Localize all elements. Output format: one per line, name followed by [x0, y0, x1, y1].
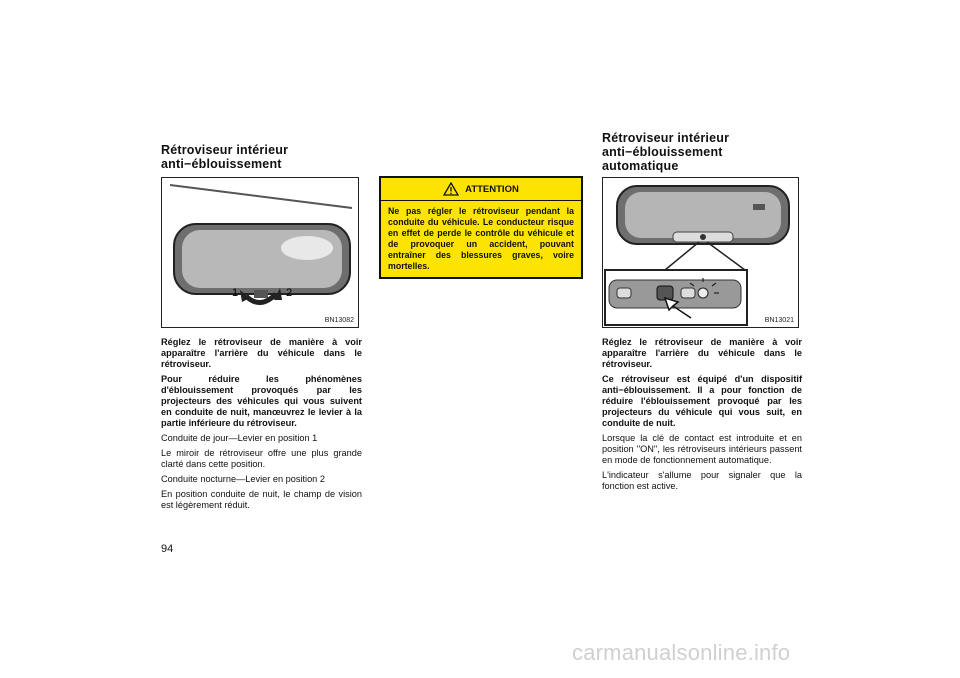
left-heading-line2: anti−éblouissement	[161, 157, 282, 171]
right-para-3: Lorsque la clé de contact est introduite et en position "ON", les rétroviseurs intérieurs passent en mode de fonctionnement automatique.	[602, 433, 802, 465]
right-heading-line1: Rétroviseur intérieur	[602, 131, 730, 145]
right-para-1: Réglez le rétroviseur de manière à voir apparaître l'arrière du véhicule dans le rétroviseur.	[602, 337, 802, 369]
left-mirror-figure	[161, 177, 359, 328]
left-heading-line1: Rétroviseur intérieur	[161, 143, 289, 157]
right-para-2: Ce rétroviseur est équipé d'un dispositif anti−éblouissement. Il a pour fonction de réduire l'éblouissement provoqué par les projecteurs du véhicule qui vous suit, en conduite de nuit.	[602, 374, 802, 428]
right-mirror-figure	[602, 177, 799, 328]
left-para-2: Pour réduire les phénomènes d'éblouissement provoqués par les projecteurs des véhicules qui vous suivent en conduite de nuit, manœuvrez le levier à la partie inférieure du rétroviseur.	[161, 374, 362, 428]
left-text-column	[161, 337, 362, 515]
right-para-4: L'indicateur s'allume pour signaler que la fonction est active.	[602, 470, 802, 491]
manual-mirror-illustration	[162, 178, 358, 327]
lever-position-2-label: 2	[286, 287, 293, 299]
auto-mirror-illustration	[603, 178, 798, 327]
right-figure-code: BN13021	[764, 317, 794, 324]
left-section-heading	[161, 143, 288, 171]
attention-title: ATTENTION	[465, 183, 519, 195]
left-figure-code: BN13082	[324, 317, 354, 324]
left-para-3: Conduite de jour—Levier en position 1	[161, 433, 318, 443]
left-para-1: Réglez le rétroviseur de manière à voir apparaître l'arrière du véhicule dans le rétroviseur.	[161, 337, 362, 369]
watermark-text: carmanualsonline.info	[572, 640, 791, 665]
right-heading-line2: anti−éblouissement	[602, 145, 723, 159]
lever-position-1-label: 1	[232, 287, 239, 299]
warning-triangle-icon	[443, 182, 459, 196]
attention-text: Ne pas régler le rétroviseur pendant la conduite du véhicule. Le conducteur risque en effet de perde le contrôle du véhicule et de provoquer un accident, pouvant entraîner des blessures graves, voire mortelles.	[388, 206, 574, 271]
left-para-4: Le miroir de rétroviseur offre une plus grande clarté dans cette position.	[161, 448, 362, 469]
attention-box	[379, 176, 583, 279]
attention-header	[381, 178, 581, 201]
right-heading-line3: automatique	[602, 159, 679, 173]
right-text-column	[602, 337, 802, 496]
left-para-6: En position conduite de nuit, le champ de vision est légèrement réduit.	[161, 489, 362, 510]
right-section-heading	[602, 131, 729, 173]
left-para-5: Conduite nocturne—Levier en position 2	[161, 474, 325, 484]
page-number: 94	[161, 543, 174, 555]
